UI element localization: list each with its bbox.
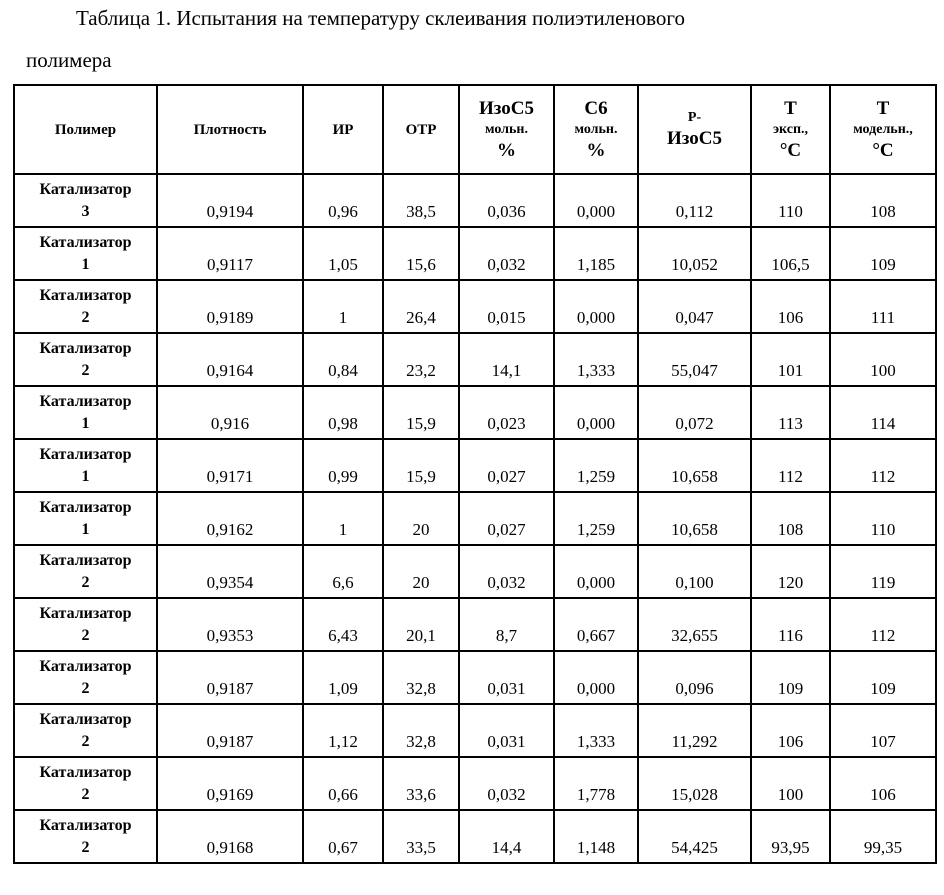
table-row [14, 757, 936, 810]
cell-polymer [14, 757, 157, 810]
cell-ir: 1 [303, 492, 383, 545]
cell-ir: 6,43 [303, 598, 383, 651]
cell-density: 0,9171 [157, 439, 303, 492]
polymer-number: 2 [81, 732, 90, 750]
cell-p-isoc5: 10,658 [638, 492, 751, 545]
table-row [14, 333, 936, 386]
cell-p-isoc5: 0,047 [638, 280, 751, 333]
cell-density: 0,9168 [157, 810, 303, 863]
cell-t-model: 114 [830, 386, 936, 439]
cell-c6: 1,778 [554, 757, 638, 810]
cell-c6: 1,148 [554, 810, 638, 863]
cell-t-exp: 108 [751, 492, 830, 545]
cell-polymer [14, 810, 157, 863]
cell-ir: 6,6 [303, 545, 383, 598]
polymer-name: Катализатор [39, 604, 132, 622]
cell-ir: 1 [303, 280, 383, 333]
cell-otr: 20 [383, 492, 459, 545]
polymer-name: Катализатор [39, 286, 132, 304]
cell-density: 0,9164 [157, 333, 303, 386]
caption-line-1: Таблица 1. Испытания на температуру склеивания полиэтиленового [76, 6, 686, 30]
header-isoc5: ИзоС5 мольн. % [459, 85, 554, 174]
cell-ir: 0,66 [303, 757, 383, 810]
cell-t-model: 109 [830, 227, 936, 280]
table-row [14, 492, 936, 545]
cell-t-model: 107 [830, 704, 936, 757]
cell-isoc5: 0,015 [459, 280, 554, 333]
cell-p-isoc5: 54,425 [638, 810, 751, 863]
polymer-name: Катализатор [39, 233, 132, 251]
cell-density: 0,9194 [157, 174, 303, 227]
cell-otr: 20 [383, 545, 459, 598]
table-row [14, 598, 936, 651]
polymer-number: 2 [81, 679, 90, 697]
header-density: Плотность [157, 85, 303, 174]
polymer-number: 1 [81, 520, 90, 538]
header-ir: ИР [303, 85, 383, 174]
cell-isoc5: 0,023 [459, 386, 554, 439]
cell-density: 0,9187 [157, 651, 303, 704]
cell-t-exp: 100 [751, 757, 830, 810]
cell-c6: 0,000 [554, 386, 638, 439]
cell-density: 0,9187 [157, 704, 303, 757]
cell-t-exp: 109 [751, 651, 830, 704]
cell-otr: 15,6 [383, 227, 459, 280]
cell-t-exp: 110 [751, 174, 830, 227]
polymer-name: Катализатор [39, 816, 132, 834]
cell-t-exp: 106 [751, 704, 830, 757]
polymer-number: 2 [81, 785, 90, 803]
cell-p-isoc5: 32,655 [638, 598, 751, 651]
cell-c6: 1,333 [554, 704, 638, 757]
cell-c6: 1,185 [554, 227, 638, 280]
cell-otr: 33,6 [383, 757, 459, 810]
table-row [14, 545, 936, 598]
cell-isoc5: 14,4 [459, 810, 554, 863]
cell-otr: 32,8 [383, 704, 459, 757]
cell-ir: 0,67 [303, 810, 383, 863]
header-t-exp: Т эксп., °С [751, 85, 830, 174]
cell-density: 0,9354 [157, 545, 303, 598]
cell-p-isoc5: 0,096 [638, 651, 751, 704]
cell-t-exp: 113 [751, 386, 830, 439]
cell-t-model: 119 [830, 545, 936, 598]
cell-isoc5: 14,1 [459, 333, 554, 386]
cell-polymer [14, 227, 157, 280]
polymer-number: 3 [81, 202, 90, 220]
polymer-number: 2 [81, 838, 90, 856]
cell-isoc5: 0,031 [459, 651, 554, 704]
cell-isoc5: 0,036 [459, 174, 554, 227]
cell-t-exp: 93,95 [751, 810, 830, 863]
cell-t-exp: 112 [751, 439, 830, 492]
cell-isoc5: 0,032 [459, 545, 554, 598]
cell-otr: 23,2 [383, 333, 459, 386]
polymer-number: 2 [81, 361, 90, 379]
polymer-name: Катализатор [39, 710, 132, 728]
cell-polymer [14, 598, 157, 651]
polymer-number: 1 [81, 414, 90, 432]
cell-t-model: 112 [830, 598, 936, 651]
header-polymer: Полимер [14, 85, 157, 174]
cell-c6: 1,259 [554, 492, 638, 545]
cell-t-model: 110 [830, 492, 936, 545]
cell-polymer [14, 439, 157, 492]
cell-isoc5: 0,031 [459, 704, 554, 757]
polymer-number: 1 [81, 255, 90, 273]
cell-ir: 0,98 [303, 386, 383, 439]
sticking-test-table [13, 84, 937, 864]
cell-t-exp: 120 [751, 545, 830, 598]
cell-polymer [14, 280, 157, 333]
cell-ir: 1,12 [303, 704, 383, 757]
cell-t-model: 100 [830, 333, 936, 386]
cell-p-isoc5: 0,112 [638, 174, 751, 227]
table-row [14, 174, 936, 227]
polymer-name: Катализатор [39, 445, 132, 463]
cell-p-isoc5: 10,658 [638, 439, 751, 492]
header-row [14, 85, 936, 174]
cell-isoc5: 8,7 [459, 598, 554, 651]
cell-t-exp: 106 [751, 280, 830, 333]
cell-ir: 0,99 [303, 439, 383, 492]
polymer-number: 2 [81, 626, 90, 644]
polymer-number: 2 [81, 573, 90, 591]
cell-ir: 0,96 [303, 174, 383, 227]
cell-p-isoc5: 55,047 [638, 333, 751, 386]
cell-polymer [14, 704, 157, 757]
polymer-name: Катализатор [39, 180, 132, 198]
cell-t-model: 109 [830, 651, 936, 704]
cell-isoc5: 0,027 [459, 439, 554, 492]
table-row [14, 704, 936, 757]
cell-isoc5: 0,032 [459, 757, 554, 810]
cell-c6: 1,333 [554, 333, 638, 386]
cell-polymer [14, 492, 157, 545]
cell-t-exp: 106,5 [751, 227, 830, 280]
cell-isoc5: 0,027 [459, 492, 554, 545]
polymer-name: Катализатор [39, 498, 132, 516]
cell-polymer [14, 333, 157, 386]
cell-otr: 20,1 [383, 598, 459, 651]
cell-polymer [14, 174, 157, 227]
cell-c6: 0,000 [554, 280, 638, 333]
cell-c6: 0,000 [554, 651, 638, 704]
cell-density: 0,916 [157, 386, 303, 439]
cell-p-isoc5: 11,292 [638, 704, 751, 757]
cell-p-isoc5: 0,100 [638, 545, 751, 598]
cell-t-model: 106 [830, 757, 936, 810]
table-row [14, 386, 936, 439]
cell-isoc5: 0,032 [459, 227, 554, 280]
polymer-number: 2 [81, 308, 90, 326]
cell-p-isoc5: 0,072 [638, 386, 751, 439]
table-row [14, 439, 936, 492]
caption-line-2: полимера [26, 48, 112, 72]
cell-density: 0,9353 [157, 598, 303, 651]
table-row [14, 280, 936, 333]
cell-otr: 38,5 [383, 174, 459, 227]
cell-polymer [14, 651, 157, 704]
polymer-name: Катализатор [39, 392, 132, 410]
cell-density: 0,9162 [157, 492, 303, 545]
header-otr: ОТР [383, 85, 459, 174]
cell-c6: 1,259 [554, 439, 638, 492]
table-row [14, 651, 936, 704]
cell-t-model: 108 [830, 174, 936, 227]
polymer-number: 1 [81, 467, 90, 485]
cell-t-exp: 101 [751, 333, 830, 386]
cell-otr: 15,9 [383, 439, 459, 492]
cell-otr: 15,9 [383, 386, 459, 439]
polymer-name: Катализатор [39, 339, 132, 357]
cell-p-isoc5: 10,052 [638, 227, 751, 280]
cell-p-isoc5: 15,028 [638, 757, 751, 810]
polymer-name: Катализатор [39, 551, 132, 569]
cell-polymer [14, 386, 157, 439]
cell-c6: 0,000 [554, 545, 638, 598]
cell-density: 0,9189 [157, 280, 303, 333]
cell-t-model: 99,35 [830, 810, 936, 863]
cell-ir: 1,05 [303, 227, 383, 280]
cell-ir: 1,09 [303, 651, 383, 704]
cell-t-model: 112 [830, 439, 936, 492]
cell-c6: 0,667 [554, 598, 638, 651]
cell-t-model: 111 [830, 280, 936, 333]
polymer-name: Катализатор [39, 763, 132, 781]
polymer-name: Катализатор [39, 657, 132, 675]
cell-otr: 26,4 [383, 280, 459, 333]
header-c6: С6 мольн. % [554, 85, 638, 174]
cell-otr: 33,5 [383, 810, 459, 863]
header-t-model: Т модельн., °С [830, 85, 936, 174]
cell-t-exp: 116 [751, 598, 830, 651]
table-row [14, 810, 936, 863]
cell-otr: 32,8 [383, 651, 459, 704]
cell-c6: 0,000 [554, 174, 638, 227]
header-p-isoc5: Р- ИзоС5 [638, 85, 751, 174]
cell-ir: 0,84 [303, 333, 383, 386]
cell-polymer [14, 545, 157, 598]
table-row [14, 227, 936, 280]
cell-density: 0,9117 [157, 227, 303, 280]
cell-density: 0,9169 [157, 757, 303, 810]
